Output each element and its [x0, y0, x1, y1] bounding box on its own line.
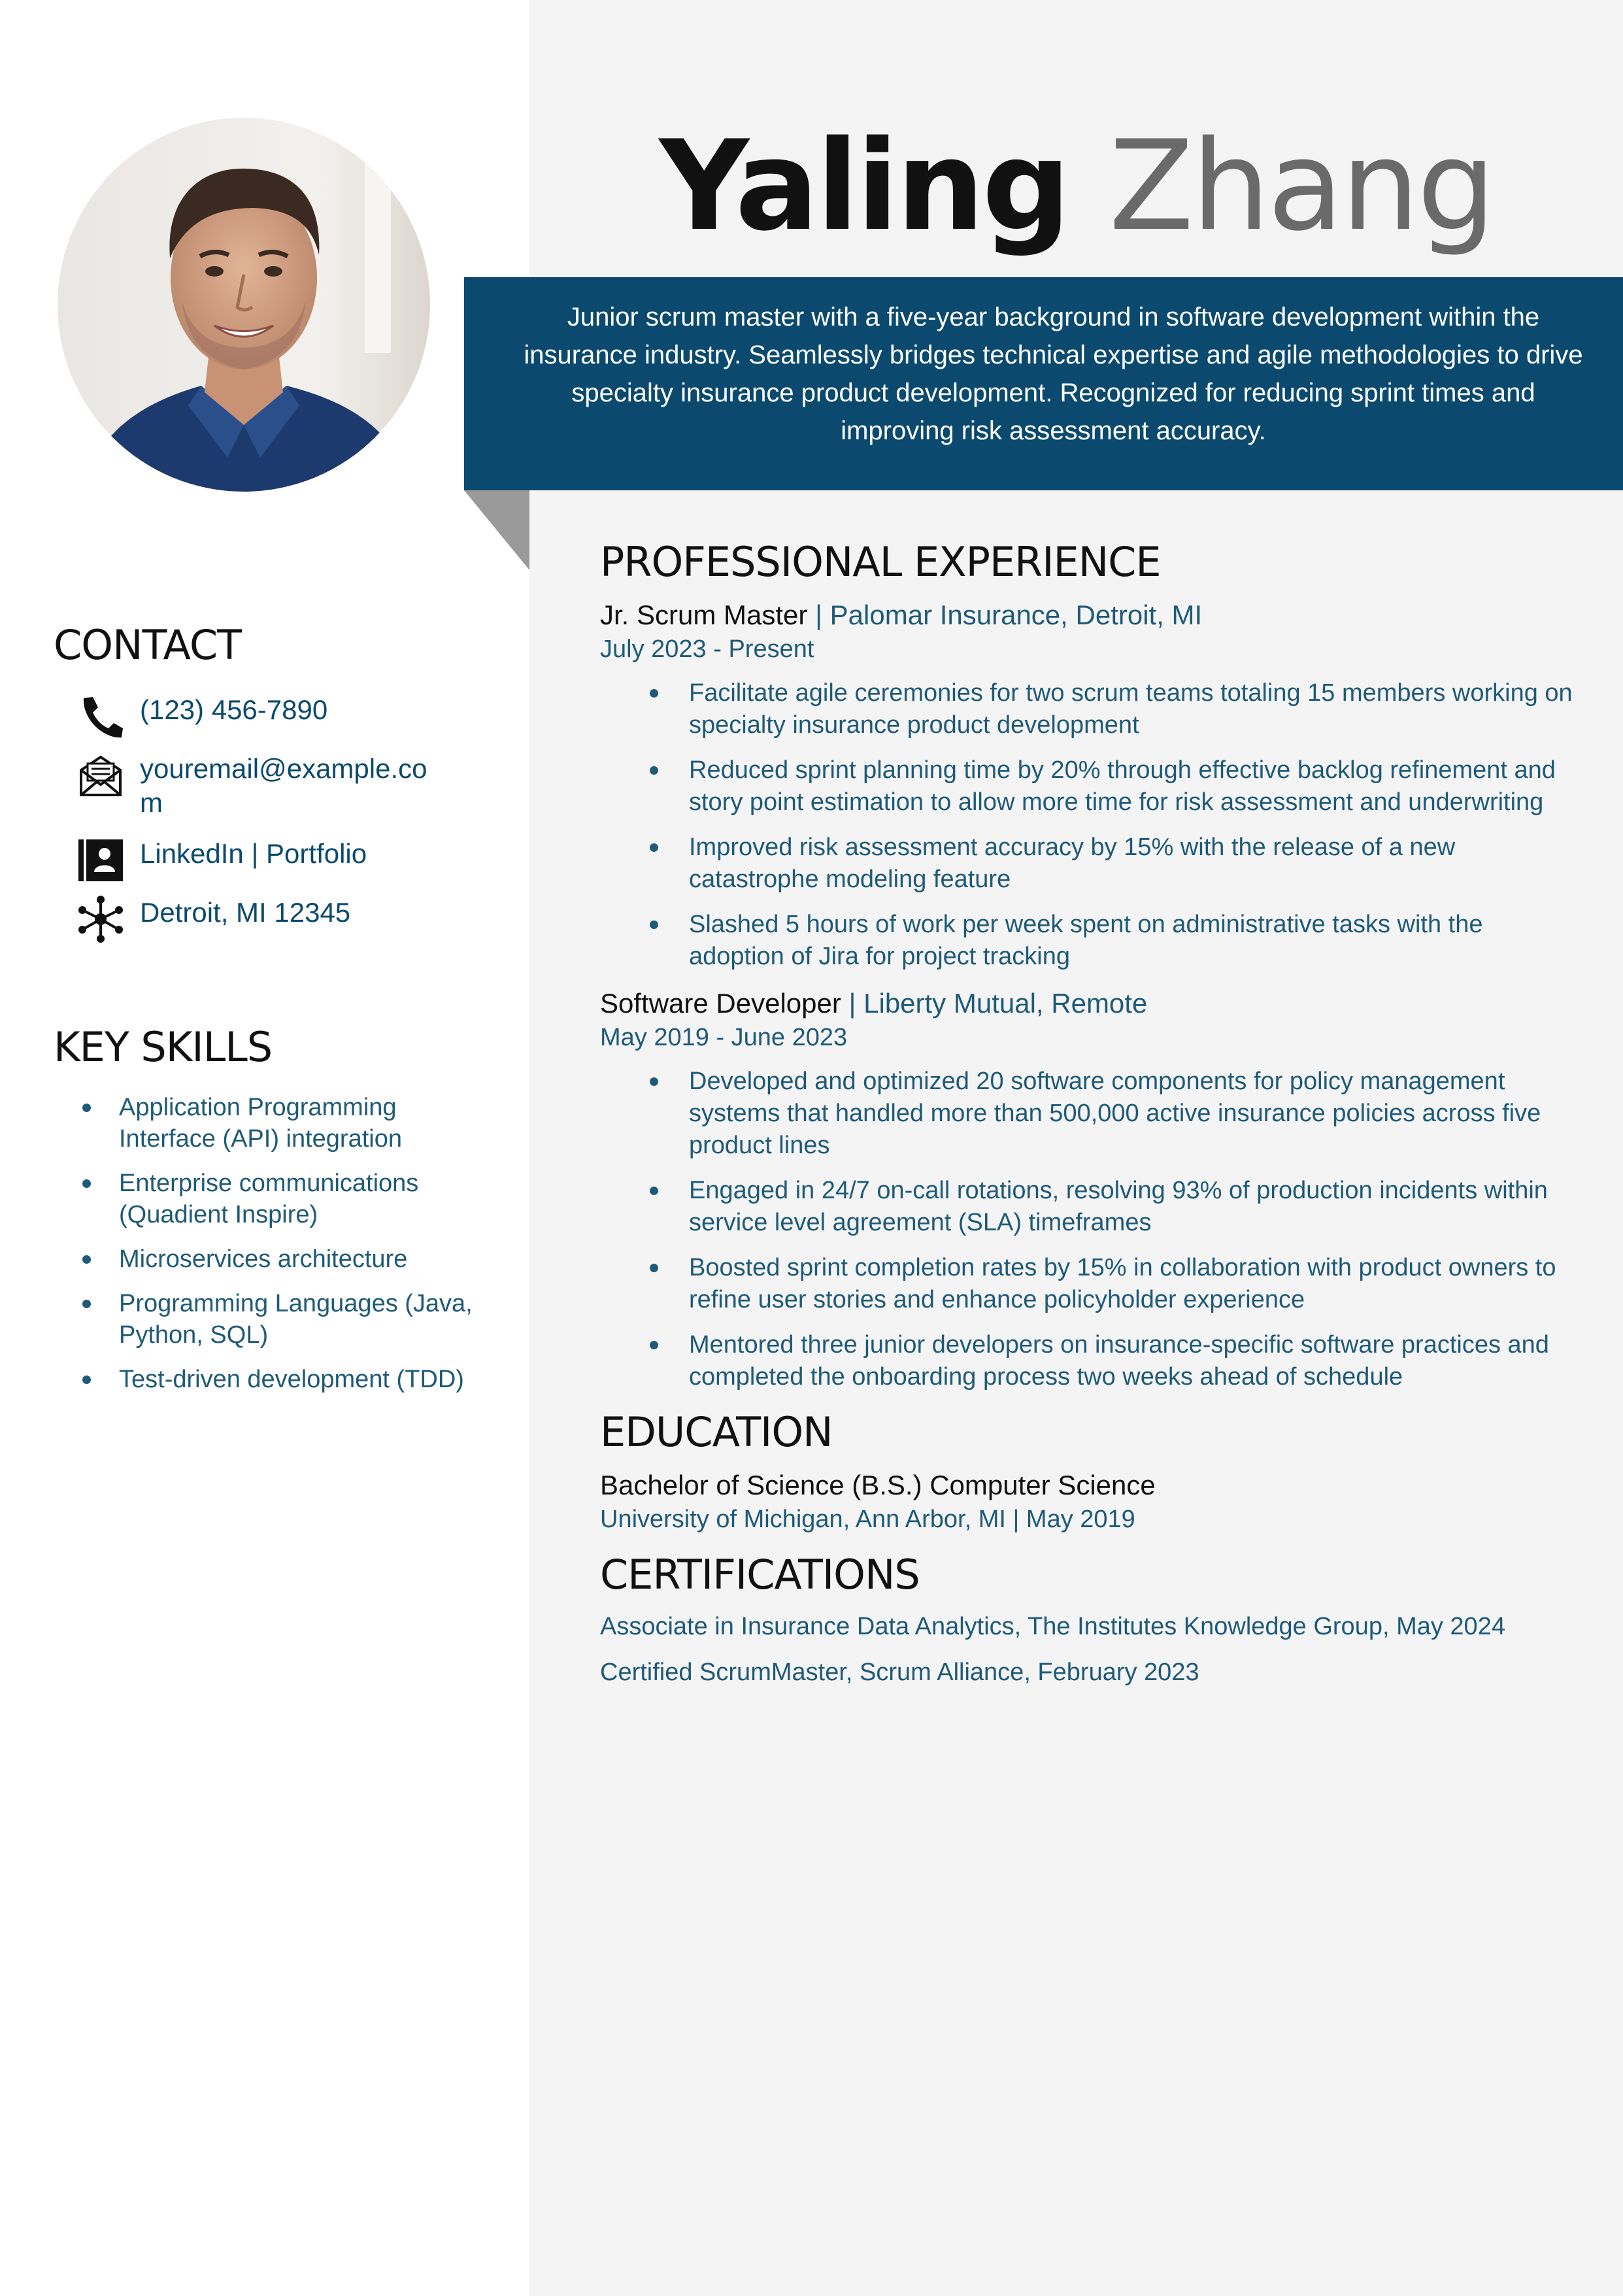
job-bullet: Mentored three junior developers on insurance-specific software practices and completed the onboarding process two weeks ahead of schedule: [600, 1329, 1581, 1393]
job-bullets: [600, 677, 1581, 973]
skill-item: Application Programming Interface (API) integration: [77, 1092, 495, 1155]
job-bullet: Improved risk assessment accuracy by 15% with the release of a new catastrophe modeling feature: [600, 832, 1581, 896]
summary-text: Junior scrum master with a five-year background in software development within the insurance industry. Seamlessly bridges technical expertise and agile methodologies to drive specialty insurance product development. Recognized for reducing sprint times and improving risk assessment accuracy.: [524, 303, 1583, 445]
candidate-name: [529, 108, 1623, 265]
contact-location: [77, 896, 443, 943]
certifications-heading: CERTIFICATIONS: [600, 1551, 920, 1598]
contact-links[interactable]: [77, 837, 443, 884]
location-text: Detroit, MI 12345: [140, 897, 351, 928]
network-icon: [77, 896, 124, 943]
job-title-line: [600, 598, 1581, 633]
links-text[interactable]: LinkedIn | Portfolio: [140, 838, 367, 869]
phone-text: (123) 456-7890: [140, 694, 328, 725]
job-bullet: Reduced sprint planning time by 20% through effective backlog refinement and story point estimation to allow more time for risk assessment and underwriting: [600, 754, 1581, 819]
education-heading: EDUCATION: [600, 1408, 833, 1456]
job-title: Jr. Scrum Master: [600, 599, 808, 630]
job-org: Liberty Mutual, Remote: [863, 988, 1148, 1019]
experience-heading: PROFESSIONAL EXPERIENCE: [600, 538, 1161, 586]
contact-book-icon: [77, 837, 124, 884]
job-dates: May 2019 - June 2023: [600, 1024, 848, 1051]
job-org: Palomar Insurance, Detroit, MI: [829, 599, 1203, 630]
job-bullet: Facilitate agile ceremonies for two scrum teams totaling 15 members working on specialty insurance product development: [600, 677, 1581, 741]
job-bullet: Boosted sprint completion rates by 15% in collaboration with product owners to refine user stories and enhance policyholder experience: [600, 1252, 1581, 1316]
job-bullet: Engaged in 24/7 on-call rotations, resolving 93% of production incidents within service level agreement (SLA) timeframes: [600, 1175, 1581, 1239]
certification-item: Associate in Insurance Data Analytics, The Institutes Knowledge Group, May 2024: [600, 1613, 1505, 1640]
profile-photo: [58, 118, 430, 492]
job-bullet: Developed and optimized 20 software components for policy management systems that handled more than 500,000 active insurance policies across five product lines: [600, 1066, 1581, 1162]
job-bullet: Slashed 5 hours of work per week spent on administrative tasks with the adoption of Jira for project tracking: [600, 909, 1581, 973]
last-name: Zhang: [1109, 114, 1494, 258]
phone-icon: [77, 693, 124, 740]
banner-fold-decoration: [464, 490, 529, 570]
job-title-line: [600, 986, 1581, 1021]
skill-item: Enterprise communications (Quadient Inspire): [77, 1168, 495, 1230]
school: University of Michigan, Ann Arbor, MI | May 2019: [600, 1506, 1135, 1533]
email-text[interactable]: youremail@example.com: [140, 753, 427, 818]
skill-item: Programming Languages (Java, Python, SQL): [77, 1288, 495, 1351]
certification-item: Certified ScrumMaster, Scrum Alliance, February 2023: [600, 1659, 1199, 1686]
main-content: [600, 523, 1581, 1702]
contact-email[interactable]: [77, 752, 443, 820]
degree: Bachelor of Science (B.S.) Computer Science: [600, 1470, 1156, 1500]
skill-item: Microservices architecture: [77, 1243, 495, 1275]
contact-phone: [77, 693, 443, 740]
skill-item: Test-driven development (TDD): [77, 1364, 495, 1395]
job-bullets: [600, 1066, 1581, 1393]
summary-banner: [464, 277, 1623, 490]
job-separator: |: [815, 599, 822, 630]
job-title: Software Developer: [600, 988, 841, 1019]
skills-heading: KEY SKILLS: [54, 1023, 273, 1071]
email-icon: [77, 752, 124, 799]
job-dates: July 2023 - Present: [600, 635, 814, 663]
contact-heading: CONTACT: [54, 621, 242, 669]
skills-list: [77, 1092, 495, 1408]
first-name: Yaling: [659, 114, 1069, 258]
job-separator: |: [848, 988, 856, 1019]
